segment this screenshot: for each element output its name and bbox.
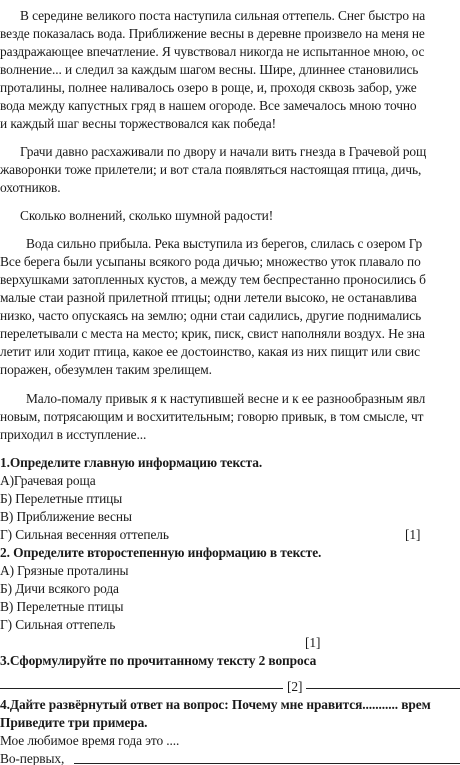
passage-p5-line-2: новым, потрясающим и восхитительным; говорю привык, в том смысле, чт [0,409,424,424]
passage-p4-line-3: верхушками затопленных кустов, а между тем беспрестанно проносились б [0,272,426,287]
q1-option-a: А)Грачевая роща [0,473,96,488]
q4-title-line-1: 4.Дайте развёрнутый ответ на вопрос: Почему мне нравится........... врем [0,697,431,712]
passage-p4-line-7: летит или ходит птица, какое ее достоинство, какая из них пищит или свис [0,344,420,359]
q2-option-c: В) Перелетные птицы [0,599,124,614]
q4-first-label: Во-первых, [0,751,65,765]
passage-p4-line-2: Все берега были усыпаны всякого рода дичью; множество уток плавало по [0,254,421,269]
passage-p5-line-1: Мало-помалу привык я к наступившей весне и к ее разнообразным явл [26,391,426,406]
q1-option-b: Б) Перелетные птицы [0,491,123,506]
passage-p1-line-7: и каждый шаг весны торжествовался как победа! [0,116,276,131]
q2-option-a: А) Грязные проталины [0,563,129,578]
passage-p4-line-1: Вода сильно прибыла. Река выступила из берегов, слилась с озером Гр [26,236,423,251]
passage-p4-line-5: низко, часто опускаясь на землю; одни стаи садились, другие поднимались [0,308,422,323]
q4-answer-start: Мое любимое время года это .... [0,733,180,748]
passage-p4-line-4: малые стаи разной прилетной птицы; одни летели высоко, не останавлива [0,290,417,305]
passage-p1-line-6: вода между капустных гряд в нашем огороде. Все замечалось мною точно [0,98,417,113]
q1-score: [1] [405,527,421,542]
q4-first-answer-line[interactable] [74,763,460,764]
passage-p1-line-2: везде показалась вода. Приближение весны в деревне произвело на меня не [0,26,425,41]
q1-option-d: Г) Сильная весенняя оттепель [0,527,169,542]
q3-title: 3.Сформулируйте по прочитанному тексту 2 вопроса [0,653,317,668]
passage-p2-line-3: охотников. [0,180,61,195]
passage-p1-line-3: раздражающее впечатление. Я чувствовал никогда не испытанное мною, ос [0,44,425,59]
q2-title: 2. Определите второстепенную информацию в тексте. [0,545,322,560]
passage-p2-line-1: Грачи давно расхаживали по двору и начали вить гнезда в Грачевой рощ [20,144,427,159]
passage-p1-line-1: В середине великого поста наступила сильная оттепель. Снег быстро на [20,8,426,23]
q3-answer-line-end[interactable] [306,688,460,689]
q2-option-d: Г) Сильная оттепель [0,617,116,632]
passage-p1-line-4: волнение... и следил за каждым шагом весны. Шире, длиннее становились [0,62,419,77]
passage-p3-line-1: Сколько волнений, сколько шумной радости! [20,208,274,223]
q1-option-c: В) Приближение весны [0,509,132,524]
q2-option-b: Б) Дичи всякого рода [0,581,119,596]
passage-p2-line-2: жаворонки тоже прилетели; и вот стала появляться настоящая птица, дичь, [0,162,422,177]
q2-score: [1] [305,635,321,650]
passage-p5-line-3: приходил в исступление... [0,427,147,442]
passage-p4-line-6: перелетывали с места на место; крик, писк, свист наполняли воздух. Не зна [0,326,425,341]
passage-p4-line-8: поражен, обезумлен таким зрелищем. [0,362,212,377]
q1-title: 1.Определите главную информацию текста. [0,455,263,470]
q3-score: [2] [287,679,303,694]
passage-p1-line-5: проталины, полнее наливалось озеро в роще, и, проходя сквозь забор, уже [0,80,417,95]
q3-answer-line[interactable] [0,688,283,689]
q4-title-line-2: Приведите три примера. [0,715,148,730]
